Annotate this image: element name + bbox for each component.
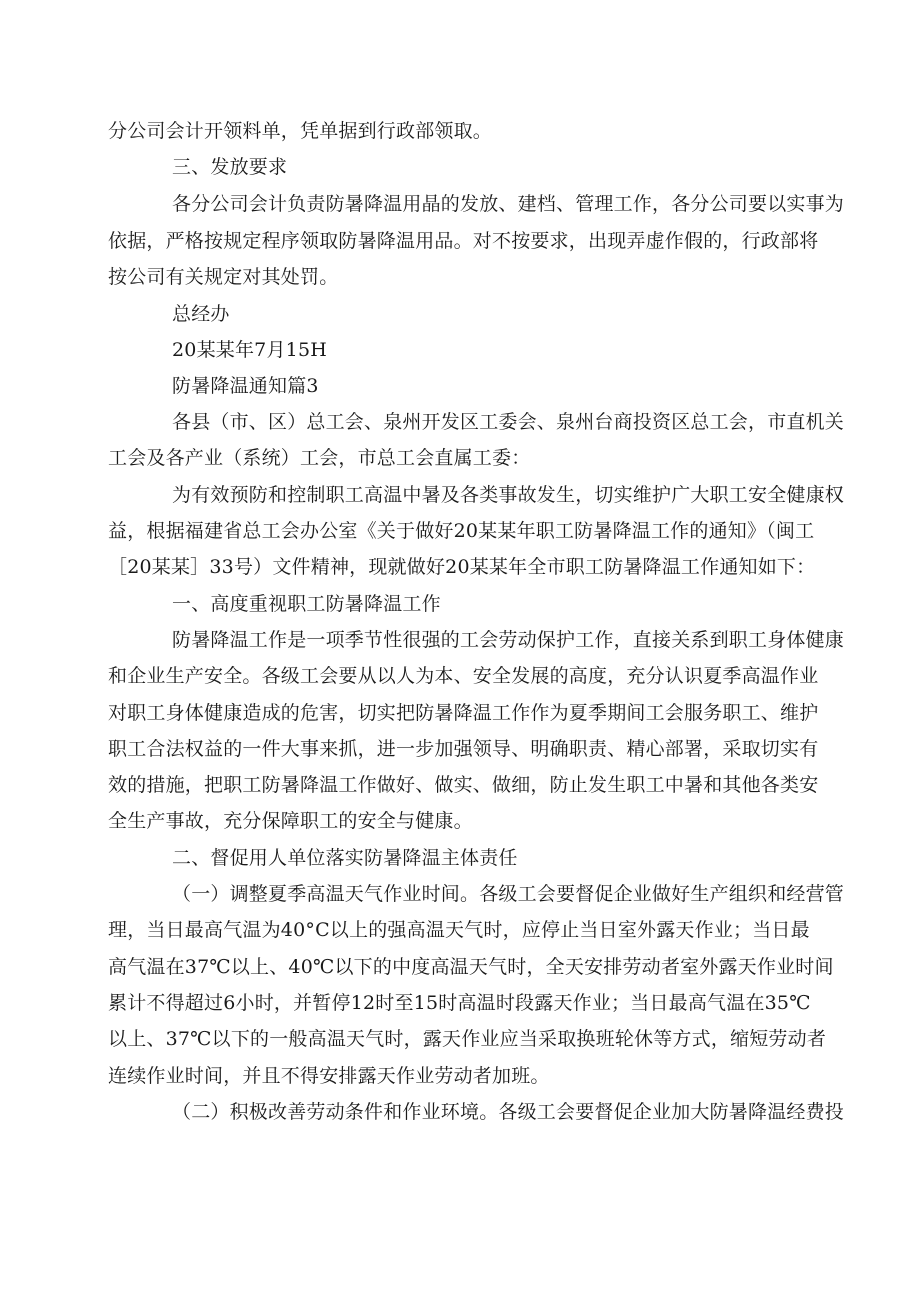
text-line-4: 依据，严格按规定程序领取防暑降温用品。对不按要求，出现弄虚作假的，行政部将 xyxy=(108,230,819,252)
text-line-22: （一）调整夏季高温天气作业时间。各级工会要督促企业做好生产组织和经营管 xyxy=(172,883,845,905)
text-line-18: 职工合法权益的一件大事来抓，进一步加强领导、明确职责、精心部署，采取切实有 xyxy=(108,738,819,760)
text-line-16: 和企业生产安全。各级工会要从以人为本、安全发展的高度，充分认识夏季高温作业 xyxy=(108,665,819,687)
text-line-13: ［20某某］33号）文件精神，现就做好20某某年全市职工防暑降温工作通知如下： xyxy=(108,556,816,578)
text-line-25: 累计不得超过6小时，并暂停12时至15时高温时段露天作业；当日最高气温在35℃ xyxy=(108,992,811,1014)
section-title-notice-3: 防暑降温通知篇3 xyxy=(172,375,319,397)
text-line-12: 益，根据福建省总工会办公室《关于做好20某某年职工防暑降温工作的通知》（闽工 xyxy=(108,520,815,542)
heading-section-1: 一、高度重视职工防暑降温工作 xyxy=(172,593,441,615)
heading-section-2: 二、督促用人单位落实防暑降温主体责任 xyxy=(172,847,518,869)
text-line-28: （二）积极改善劳动条件和作业环境。各级工会要督促企业加大防暑降温经费投 xyxy=(172,1101,845,1123)
text-line-5: 按公司有关规定对其处罚。 xyxy=(108,266,339,288)
text-line-19: 效的措施，把职工防暑降温工作做好、做实、做细，防止发生职工中暑和其他各类安 xyxy=(108,774,819,796)
text-line-9: 各县（市、区）总工会、泉州开发区工委会、泉州台商投资区总工会，市直机关 xyxy=(172,411,845,433)
text-line-3: 各分公司会计负责防暑降温用晶的发放、建档、管理工作，各分公司要以实事为 xyxy=(172,193,845,215)
text-line-24: 高气温在37℃以上、40℃以下的中度高温天气时，全天安排劳动者室外露天作业时间 xyxy=(108,956,834,978)
text-line-27: 连续作业时间，并且不得安排露天作业劳动者加班。 xyxy=(108,1065,550,1087)
text-line-1: 分公司会计开领料单，凭单据到行政部领取。 xyxy=(108,120,493,142)
signature-date: 20某某年7月15H xyxy=(172,339,328,361)
text-line-15: 防暑降温工作是一项季节性很强的工会劳动保护工作，直接关系到职工身体健康 xyxy=(172,629,845,651)
text-line-10: 工会及各产业（系统）工会，市总工会直属工委： xyxy=(108,447,531,469)
signature-office: 总经办 xyxy=(172,303,230,325)
text-line-17: 对职工身体健康造成的危害，切实把防暑降温工作作为夏季期间工会服务职工、维护 xyxy=(108,702,819,724)
text-line-26: 以上、37℃以下的一般高温天气时，露天作业应当采取换班轮休等方式，缩短劳动者 xyxy=(108,1028,827,1050)
heading-distribution-requirements: 三、发放要求 xyxy=(172,156,288,178)
text-line-20: 全生产事故，充分保障职工的安全与健康。 xyxy=(108,810,473,832)
text-line-23: 理，当日最高气温为40°C以上的强高温天气时，应停止当日室外露天作业；当日最 xyxy=(108,919,810,941)
text-line-11: 为有效预防和控制职工高温中暑及各类事故发生，切实维护广大职工安全健康权 xyxy=(172,484,845,506)
